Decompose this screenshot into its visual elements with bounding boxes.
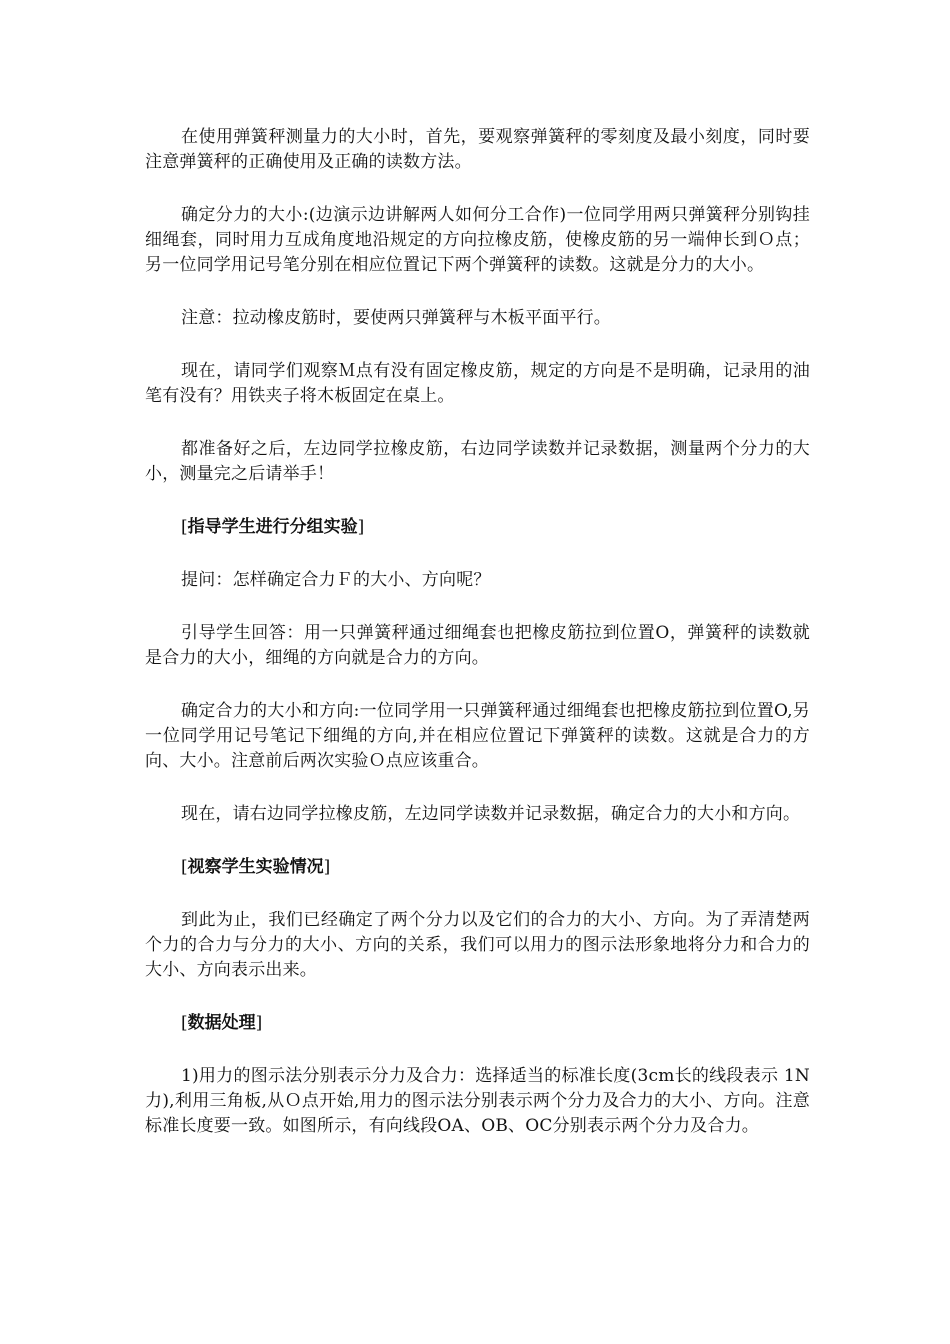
- heading-text: 指导学生进行分组实验: [187, 517, 358, 537]
- paragraph-ready-measure: 都准备好之后，左边同学拉橡皮筋，右边同学读数并记录数据，测量两个分力的大小，测量完之后请举手！: [145, 439, 810, 484]
- paragraph-force-diagram-intro: 到此为止，我们已经确定了两个分力以及它们的合力的大小、方向。为了弄清楚两个力的合力与分力的大小、方向的关系，我们可以用力的图示法形象地将分力和合力的大小、方向表示出来。: [145, 910, 810, 980]
- bracket-open: [: [181, 1013, 188, 1033]
- heading-observe-experiment: [145, 855, 810, 880]
- paragraph-resultant-magnitude-direction: 确定合力的大小和方向:一位同学用一只弹簧秤通过细绳套也把橡皮筋拉到位置O,另一位同学用记号笔记下细绳的方向,并在相应位置记下弹簧秤的读数。这就是合力的方向、大小。注意前后两次实验Ｏ点应该重合。: [145, 701, 810, 771]
- heading-data-processing: [145, 1011, 810, 1036]
- bracket-close: ]: [357, 517, 365, 537]
- heading-group-experiment: [145, 515, 810, 540]
- paragraph-spring-scale-usage: 在使用弹簧秤测量力的大小时，首先，要观察弹簧秤的零刻度及最小刻度，同时要注意弹簧秤的正确使用及正确的读数方法。: [145, 127, 810, 172]
- bracket-open: [: [181, 517, 188, 537]
- bracket-open: [: [181, 857, 188, 877]
- paragraph-component-force-magnitude: 确定分力的大小:(边演示边讲解两人如何分工合作)一位同学用两只弹簧秤分别钩挂细绳套，同时用力互成角度地沿规定的方向拉橡皮筋，使橡皮筋的另一端伸长到Ｏ点；另一位同学用记号笔分别在相应位置记下两个弹簧秤的读数。这就是分力的大小。: [145, 205, 810, 275]
- paragraph-attention-parallel: 注意：拉动橡皮筋时，要使两只弹簧秤与木板平面平行。: [181, 308, 611, 328]
- heading-text: 视察学生实验情况: [187, 857, 324, 877]
- heading-text: 数据处理: [187, 1013, 256, 1033]
- paragraph-right-student-pull: 现在，请右边同学拉橡皮筋，左边同学读数并记录数据，确定合力的大小和方向。: [181, 804, 801, 824]
- paragraph-observe-m-point: 现在，请同学们观察Ｍ点有没有固定橡皮筋，规定的方向是不是明确，记录用的油笔有没有？用铁夹子将木板固定在桌上。: [145, 361, 810, 406]
- bracket-close: ]: [323, 857, 331, 877]
- bracket-close: ]: [255, 1013, 263, 1033]
- paragraph-force-diagram-method: 1)用力的图示法分别表示分力及合力：选择适当的标准长度(3cm长的线段表示 1N力),利用三角板,从Ｏ点开始,用力的图示法分别表示两个分力及合力的大小、方向。注意标准长度要一致。如图所示，有向线段OA、OB、OC分别表示两个分力及合力。: [145, 1066, 810, 1136]
- paragraph-question-resultant: 提问：怎样确定合力Ｆ的大小、方向呢？: [181, 570, 491, 590]
- document-page: [145, 125, 810, 1167]
- paragraph-guide-answer: 引导学生回答：用一只弹簧秤通过细绳套也把橡皮筋拉到位置O，弹簧秤的读数就是合力的大小，细绳的方向就是合力的方向。: [145, 623, 810, 668]
